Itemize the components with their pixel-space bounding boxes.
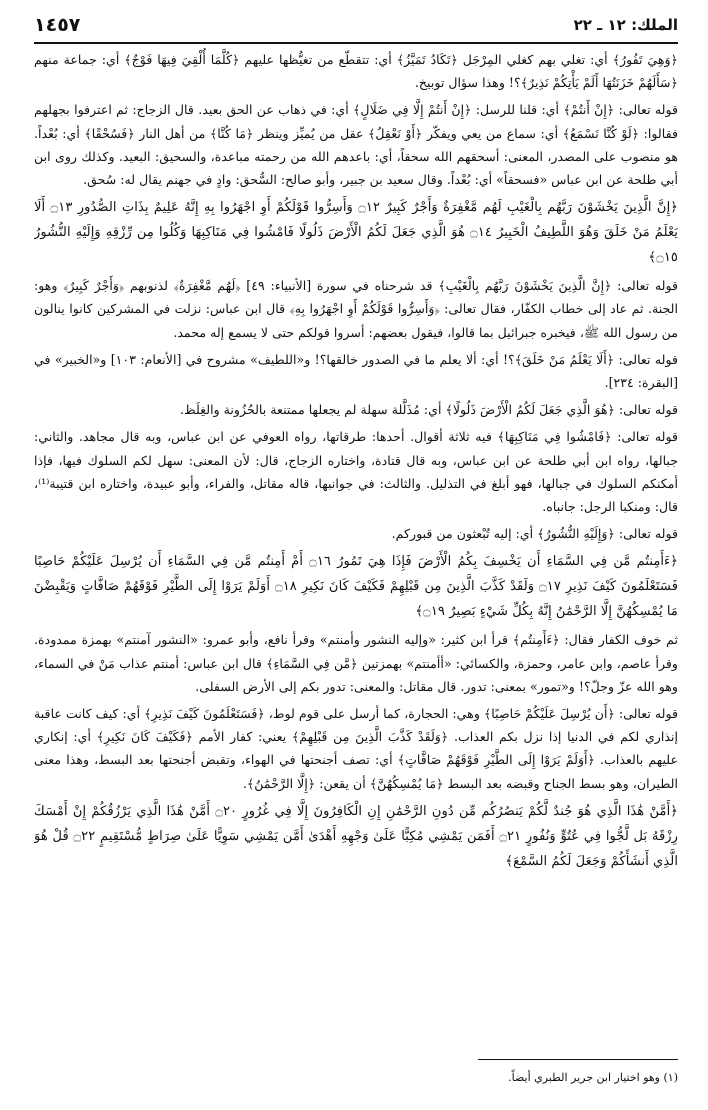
quran-verses-12-15: ﴿إِنَّ الَّذِينَ يَخْشَوْنَ رَبَّهُم بِالْغَيْبِ لَهُم مَّغْفِرَةٌ وَأَجْرٌ كَبِيرٌ ۝١٢ وَأَسِرُّوا قَوْلَكُمْ أَوِ اجْهَرُوا بِهِ إِنَّهُ عَلِيمٌ بِذَاتِ الصُّدُورِ ۝١٣ أَلَا يَعْلَمُ مَنْ خَلَقَ وَهُوَ اللَّطِيفُ الْخَبِيرُ ۝١٤ هُوَ الَّذِي جَعَلَ لَكُمُ الْأَرْضَ ذَلُولًا فَامْشُوا فِي مَنَاكِبِهَا وَكُلُوا مِن رِّزْقِهِ وَإِلَيْهِ النُّشُورُ ۝١٥﴾ [34, 200, 678, 266]
footnote-rule [478, 1059, 678, 1060]
running-title: الملك: ١٢ ـ ٢٢ [573, 16, 678, 34]
paragraph-tafsir-5: قوله تعالى: ﴿هُوَ الَّذِي جَعَلَ لَكُمُ الْأَرْضَ ذَلُولًا﴾ أي: مُذَلَّلة سهلة لم يجعلها ممتنعة بالحُزُونة والغِلَظ. [180, 402, 678, 418]
paragraph-tafsir-4: قوله تعالى: ﴿أَلَا يَعْلَمُ مَنْ خَلَقَ﴾؟! أي: ألا يعلم ما في الصدور خالقها؟! و«اللطيف» مشروح في [الأنعام: ١٠٣] و«الخبير» في [البقرة: ٢٣٤]. [34, 351, 678, 391]
paragraph-tafsir-8: ثم خوف الكفار فقال: ﴿ءَأَمِنتُم﴾ قرأ ابن كثير: «وإليه النشور وأمنتم» وقرأ نافع، وأبو عمرو: «النشور آمنتم» بهمزة ممدودة. وقرأ عاصم، وابن عامر، وحمزة، والكسائي: «أأمنتم» بهمزتين ﴿مَّن فِي السَّمَاءِ﴾ قال ابن عباس: أمنتم عذاب مَنْ في السماء، وهو الله عزّ وجلّ؟! و«تمور» بمعنى: تدور. قال مقاتل: والمعنى: تدور بكم إلى الأرض السفلى. [34, 632, 678, 694]
paragraph-tafsir-1: ﴿وَهِيَ تَفُورُ﴾ أي: تغلي بهم كغلي المِرْجَل ﴿تَكَادُ تَمَيَّزُ﴾ أي: تتقطّع من تغيُّظها عليهم ﴿كُلَّمَا أُلْقِيَ فِيهَا فَوْجٌ﴾ أي: جماعة منهم ﴿سَأَلَهُمْ خَزَنَتُهَا أَلَمْ يَأْتِكُمْ نَذِيرٌ﴾؟! وهذا سؤال توبيخ. [34, 52, 678, 91]
paragraph-tafsir-2: قوله تعالى: ﴿إِنْ أَنتُمْ﴾ أي: قلنا للرسل: ﴿إِنْ أَنتُمْ إِلَّا فِي ضَلَالٍ﴾ أي: في ذهاب عن الحق بعيد. قال الزجاج: ثم اعترفوا بجهلهم فقالوا: ﴿لَوْ كُنَّا نَسْمَعُ﴾ أي: سماع من يعي ويفكّر ﴿أَوْ نَعْقِلُ﴾ عقل من يُميِّز وينظر ﴿مَا كُنَّا﴾ من أهل النار ﴿فَسُحْقًا﴾ أي: بُعْداً. هو منصوب على المصدر، المعنى: أسحقهم الله سحقاً، أي: باعدهم الله من رحمته مباعدة، والسحيق: البعيد. وكذلك روى ابن أبي طلحة عن ابن عباس «فسحقاً» أي: بُعْداً. وقال سعيد بن جبير، وأبو صالح: السُّحق: وادٍ في جهنم يقال له: سُحق. [34, 102, 678, 188]
paragraph-tafsir-9: قوله تعالى: ﴿أَن يُرْسِلَ عَلَيْكُمْ حَاصِبًا﴾ وهي: الحجارة، كما أرسل على قوم لوط، ﴿فَسَتَعْلَمُونَ كَيْفَ نَذِيرِ﴾ أي: كيف كانت عاقبة إنذاري لكم في الدنيا إذا نزل بكم العذاب. ﴿وَلَقَدْ كَذَّبَ الَّذِينَ مِن قَبْلِهِمْ﴾ يعني: كفار الأمم ﴿فَكَيْفَ كَانَ نَكِيرِ﴾ أي: إنكاري عليهم بالعذاب. ﴿أَوَلَمْ يَرَوْا إِلَى الطَّيْرِ فَوْقَهُمْ صَافَّاتٍ﴾ أي: تصف أجنحتها في الهواء، وتقبض أجنحتها بعد البسط، وهذا معنى الطيران، وهو بسط الجناح وقبضه بعد البسط ﴿مَا يُمْسِكُهُنَّ﴾ أن يقعن: ﴿إِلَّا الرَّحْمَٰنُ﴾. [34, 706, 678, 791]
paragraph-tafsir-6: قوله تعالى: ﴿فَامْشُوا فِي مَنَاكِبِهَا﴾ فيه ثلاثة أقوال. أحدها: طرقاتها، رواه العوفي عن ابن عباس، وبه قال مجاهد. والثاني: جبالها، رواه ابن أبي طلحة عن ابن عباس، وبه قال قتادة، واختاره الزجاج، قال: لأن المعنى: سهل لكم السلوك فيها، فإذا أمكنكم السلوك في جبالها، فهو أبلغ في التذليل. والثالث: في جوانبها، قاله مقاتل، والفراء، وأبو عبيدة، واختاره ابن قتيبة⁽¹⁾، قال: ومنكبا الرجل: جانباه. [34, 429, 678, 515]
quran-verses-16-19: ﴿ءَأَمِنتُم مَّن فِي السَّمَاءِ أَن يَخْسِفَ بِكُمُ الْأَرْضَ فَإِذَا هِيَ تَمُورُ ۝١٦ أَمْ أَمِنتُم مَّن فِي السَّمَاءِ أَن يُرْسِلَ عَلَيْكُمْ حَاصِبًا فَسَتَعْلَمُونَ كَيْفَ نَذِيرِ ۝١٧ وَلَقَدْ كَذَّبَ الَّذِينَ مِن قَبْلِهِمْ فَكَيْفَ كَانَ نَكِيرِ ۝١٨ أَوَلَمْ يَرَوْا إِلَى الطَّيْرِ فَوْقَهُمْ صَافَّاتٍ وَيَقْبِضْنَ مَا يُمْسِكُهُنَّ إِلَّا الرَّحْمَٰنُ إِنَّهُ بِكُلِّ شَيْءٍ بَصِيرٌ ۝١٩﴾ [34, 554, 678, 620]
page-header [34, 12, 678, 46]
quran-verses-20-22: ﴿أَمَّنْ هَٰذَا الَّذِي هُوَ جُندٌ لَّكُمْ يَنصُرُكُم مِّن دُونِ الرَّحْمَٰنِ إِنِ الْكَافِرُونَ إِلَّا فِي غُرُورٍ ۝٢٠ أَمَّنْ هَٰذَا الَّذِي يَرْزُقُكُمْ إِنْ أَمْسَكَ رِزْقَهُ بَل لَّجُّوا فِي عُتُوٍّ وَنُفُورٍ ۝٢١ أَفَمَن يَمْشِي مُكِبًّا عَلَىٰ وَجْهِهِ أَهْدَىٰ أَمَّن يَمْشِي سَوِيًّا عَلَىٰ صِرَاطٍ مُّسْتَقِيمٍ ۝٢٢ قُلْ هُوَ الَّذِي أَنشَأَكُمْ وَجَعَلَ لَكُمُ السَّمْعَ﴾ [34, 803, 678, 869]
page-number: ١٤٥٧ [34, 14, 81, 36]
header-rule [34, 42, 678, 44]
paragraph-tafsir-7: قوله تعالى: ﴿وَإِلَيْهِ النُّشُورُ﴾ أي: إليه تُبْعثون من قبوركم. [391, 526, 678, 542]
paragraph-tafsir-3: قوله تعالى: ﴿إِنَّ الَّذِينَ يَخْشَوْنَ رَبَّهُم بِالْغَيْبِ﴾ قد شرحناه في سورة [الأنبياء: ٤٩] ﴿لَهُم مَّغْفِرَةٌ﴾ لذنوبهم ﴿وَأَجْرٌ كَبِيرٌ﴾ وهو: الجنة. ثم عاد إلى خطاب الكفّار، فقال تعالى: ﴿وَأَسِرُّوا قَوْلَكُمْ أَوِ اجْهَرُوا بِهِ﴾ قال ابن عباس: نزلت في المشركين كانوا ينالون من رسول الله ﷺ، فيخبره جبرائيل بما قالوا، فيقول بعضهم: أسروا قولكم حتى لا يسمع إله محمد. [34, 278, 678, 340]
footnote: (١) وهو اختيار ابن جرير الطبري أيضاً. [508, 1071, 678, 1084]
page-body [34, 48, 678, 1040]
